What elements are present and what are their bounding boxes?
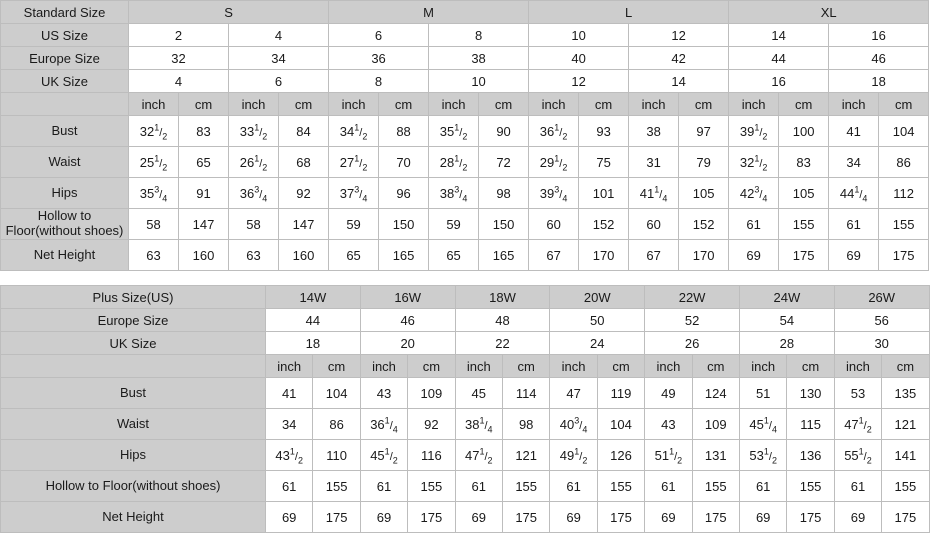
unit-cell: inch: [229, 93, 279, 116]
table-cell: 105: [779, 178, 829, 209]
row-label-waist: Waist: [1, 409, 266, 440]
standard-size-label: Standard Size: [1, 1, 129, 24]
table-cell: 43: [645, 409, 692, 440]
table-cell: 63: [229, 240, 279, 271]
table-cell: 49: [645, 378, 692, 409]
table-cell: $34^1/_2$: [329, 116, 379, 147]
unit-row: [1, 355, 930, 378]
table-cell: 101: [579, 178, 629, 209]
table-cell: 60: [529, 209, 579, 240]
table-cell: 69: [834, 502, 881, 533]
table-cell: 8: [329, 70, 429, 93]
table-cell: 160: [179, 240, 229, 271]
table-cell: 150: [379, 209, 429, 240]
table-cell: 115: [787, 409, 834, 440]
table-row: [1, 378, 930, 409]
table-row: [1, 440, 930, 471]
table-cell: 61: [829, 209, 879, 240]
table-cell: 24: [550, 332, 645, 355]
unit-cell: cm: [313, 355, 360, 378]
table-cell: 100: [779, 116, 829, 147]
unit-cell: cm: [692, 355, 739, 378]
row-label-uk-size: UK Size: [1, 332, 266, 355]
table-cell: 63: [129, 240, 179, 271]
table-cell: 41: [829, 116, 879, 147]
row-label-net-height: Net Height: [1, 240, 129, 271]
size-group-xl: XL: [729, 1, 929, 24]
table-cell: 31: [629, 147, 679, 178]
table-cell: 105: [679, 178, 729, 209]
table-cell: $33^1/_2$: [229, 116, 279, 147]
table-cell: 175: [313, 502, 360, 533]
table-row: [1, 70, 929, 93]
table-row: [1, 147, 929, 178]
table-cell: $45^1/_4$: [739, 409, 786, 440]
table-cell: 43: [360, 378, 407, 409]
table-row: [1, 240, 929, 271]
table-cell: $41^1/_4$: [629, 178, 679, 209]
unit-cell: inch: [739, 355, 786, 378]
table-cell: 98: [479, 178, 529, 209]
table-row: [1, 24, 929, 47]
table-cell: $32^1/_2$: [129, 116, 179, 147]
table-cell: 83: [779, 147, 829, 178]
table-cell: $36^1/_4$: [360, 409, 407, 440]
table-cell: $35^1/_2$: [429, 116, 479, 147]
table-cell: 34: [266, 409, 313, 440]
table-cell: $35^3/_4$: [129, 178, 179, 209]
table-cell: 155: [787, 471, 834, 502]
table-cell: 28: [739, 332, 834, 355]
table-cell: 42: [629, 47, 729, 70]
table-cell: 48: [455, 309, 550, 332]
table-cell: $45^1/_2$: [360, 440, 407, 471]
table-cell: 97: [679, 116, 729, 147]
table-cell: 26: [645, 332, 740, 355]
table-row: [1, 209, 929, 240]
table-cell: 147: [179, 209, 229, 240]
unit-cell: inch: [266, 355, 313, 378]
size-group-20w: 20W: [550, 286, 645, 309]
table-cell: 61: [360, 471, 407, 502]
unit-cell: inch: [629, 93, 679, 116]
table-cell: 165: [379, 240, 429, 271]
table-cell: 121: [882, 409, 929, 440]
table-cell: 38: [429, 47, 529, 70]
size-group-26w: 26W: [834, 286, 929, 309]
table-cell: 72: [479, 147, 529, 178]
table-cell: 116: [408, 440, 455, 471]
table-cell: 58: [129, 209, 179, 240]
table-cell: 112: [879, 178, 929, 209]
unit-cell: inch: [529, 93, 579, 116]
table-cell: 175: [408, 502, 455, 533]
table-cell: 34: [229, 47, 329, 70]
table-cell: $39^1/_2$: [729, 116, 779, 147]
table-cell: $40^3/_4$: [550, 409, 597, 440]
table-cell: 175: [779, 240, 829, 271]
unit-cell: inch: [834, 355, 881, 378]
table-cell: 92: [408, 409, 455, 440]
table-cell: 104: [879, 116, 929, 147]
table-cell: 6: [329, 24, 429, 47]
table-cell: 51: [739, 378, 786, 409]
table-cell: $49^1/_2$: [550, 440, 597, 471]
table-cell: 155: [879, 209, 929, 240]
table-cell: 69: [266, 502, 313, 533]
unit-cell: inch: [360, 355, 407, 378]
size-group-16w: 16W: [360, 286, 455, 309]
plus-size-table: [0, 285, 930, 533]
size-group-14w: 14W: [266, 286, 361, 309]
table-cell: 175: [882, 502, 929, 533]
table-cell: $36^1/_2$: [529, 116, 579, 147]
table-cell: 69: [739, 502, 786, 533]
standard-size-header-row: [1, 1, 929, 24]
table-row: [1, 332, 930, 355]
table-cell: $53^1/_2$: [739, 440, 786, 471]
table-cell: 121: [502, 440, 549, 471]
table-cell: 45: [455, 378, 502, 409]
table-cell: 69: [360, 502, 407, 533]
table-cell: 130: [787, 378, 834, 409]
table-cell: $47^1/_2$: [455, 440, 502, 471]
table-cell: 2: [129, 24, 229, 47]
table-cell: $28^1/_2$: [429, 147, 479, 178]
table-cell: 67: [529, 240, 579, 271]
table-cell: 114: [502, 378, 549, 409]
unit-cell: inch: [829, 93, 879, 116]
table-cell: 175: [597, 502, 644, 533]
table-cell: 170: [579, 240, 629, 271]
table-cell: 92: [279, 178, 329, 209]
table-cell: 14: [729, 24, 829, 47]
table-cell: 175: [787, 502, 834, 533]
table-cell: 155: [779, 209, 829, 240]
table-cell: $36^3/_4$: [229, 178, 279, 209]
table-cell: 86: [313, 409, 360, 440]
table-cell: 40: [529, 47, 629, 70]
table-cell: $32^1/_2$: [729, 147, 779, 178]
size-group-22w: 22W: [645, 286, 740, 309]
table-cell: 56: [834, 309, 929, 332]
table-cell: 30: [834, 332, 929, 355]
table-cell: $27^1/_2$: [329, 147, 379, 178]
table-cell: 109: [408, 378, 455, 409]
size-group-24w: 24W: [739, 286, 834, 309]
table-cell: 38: [629, 116, 679, 147]
unit-cell: inch: [429, 93, 479, 116]
table-cell: 136: [787, 440, 834, 471]
table-cell: 20: [360, 332, 455, 355]
table-cell: 68: [279, 147, 329, 178]
table-cell: 90: [479, 116, 529, 147]
table-cell: 8: [429, 24, 529, 47]
table-cell: 79: [679, 147, 729, 178]
table-row: [1, 471, 930, 502]
table-cell: 84: [279, 116, 329, 147]
table-cell: 54: [739, 309, 834, 332]
table-cell: 155: [597, 471, 644, 502]
table-cell: 14: [629, 70, 729, 93]
unit-cell: cm: [408, 355, 455, 378]
unit-cell: cm: [579, 93, 629, 116]
table-cell: 175: [502, 502, 549, 533]
table-cell: 36: [329, 47, 429, 70]
table-cell: 61: [550, 471, 597, 502]
table-cell: 155: [882, 471, 929, 502]
table-cell: 6: [229, 70, 329, 93]
table-cell: 75: [579, 147, 629, 178]
unit-cell: cm: [479, 93, 529, 116]
table-cell: 147: [279, 209, 329, 240]
table-cell: 91: [179, 178, 229, 209]
table-cell: 53: [834, 378, 881, 409]
table-cell: 155: [313, 471, 360, 502]
unit-cell: cm: [779, 93, 829, 116]
table-cell: 59: [429, 209, 479, 240]
unit-cell: cm: [502, 355, 549, 378]
table-cell: 34: [829, 147, 879, 178]
table-cell: 10: [429, 70, 529, 93]
table-cell: 65: [329, 240, 379, 271]
table-cell: $47^1/_2$: [834, 409, 881, 440]
size-group-m: M: [329, 1, 529, 24]
table-cell: 61: [729, 209, 779, 240]
table-cell: 69: [455, 502, 502, 533]
unit-cell: inch: [455, 355, 502, 378]
unit-cell: cm: [679, 93, 729, 116]
table-cell: 150: [479, 209, 529, 240]
row-label-europe-size: Europe Size: [1, 47, 129, 70]
table-cell: 152: [579, 209, 629, 240]
table-cell: 165: [479, 240, 529, 271]
table-cell: 12: [629, 24, 729, 47]
table-cell: $25^1/_2$: [129, 147, 179, 178]
table-cell: 61: [834, 471, 881, 502]
table-cell: 61: [645, 471, 692, 502]
table-cell: 175: [879, 240, 929, 271]
table-cell: 126: [597, 440, 644, 471]
table-cell: $43^1/_2$: [266, 440, 313, 471]
table-cell: 155: [692, 471, 739, 502]
table-cell: 93: [579, 116, 629, 147]
unit-cell: cm: [879, 93, 929, 116]
table-cell: 32: [129, 47, 229, 70]
row-label-net-height: Net Height: [1, 502, 266, 533]
table-cell: 12: [529, 70, 629, 93]
table-cell: $39^3/_4$: [529, 178, 579, 209]
table-cell: 44: [729, 47, 829, 70]
table-row: [1, 116, 929, 147]
table-cell: 141: [882, 440, 929, 471]
size-group-l: L: [529, 1, 729, 24]
row-label-bust: Bust: [1, 116, 129, 147]
unit-cell: cm: [787, 355, 834, 378]
unit-cell: inch: [729, 93, 779, 116]
table-cell: 58: [229, 209, 279, 240]
table-cell: 170: [679, 240, 729, 271]
row-label-hips: Hips: [1, 178, 129, 209]
unit-row-label: [1, 355, 266, 378]
table-cell: 104: [597, 409, 644, 440]
table-cell: 47: [550, 378, 597, 409]
table-cell: 69: [829, 240, 879, 271]
table-row: [1, 309, 930, 332]
table-cell: 59: [329, 209, 379, 240]
table-cell: $44^1/_4$: [829, 178, 879, 209]
row-label-hips: Hips: [1, 440, 266, 471]
unit-cell: inch: [329, 93, 379, 116]
table-cell: $42^3/_4$: [729, 178, 779, 209]
table-cell: 16: [729, 70, 829, 93]
table-cell: 4: [229, 24, 329, 47]
size-group-18w: 18W: [455, 286, 550, 309]
table-row: [1, 47, 929, 70]
table-cell: 96: [379, 178, 429, 209]
plus-size-header-row: [1, 286, 930, 309]
table-cell: 69: [729, 240, 779, 271]
table-cell: 65: [179, 147, 229, 178]
table-cell: 109: [692, 409, 739, 440]
table-cell: 61: [266, 471, 313, 502]
table-cell: $26^1/_2$: [229, 147, 279, 178]
table-row: [1, 502, 930, 533]
row-label-waist: Waist: [1, 147, 129, 178]
table-cell: $55^1/_2$: [834, 440, 881, 471]
table-cell: 83: [179, 116, 229, 147]
row-label-uk-size: UK Size: [1, 70, 129, 93]
unit-row-label: [1, 93, 129, 116]
unit-cell: inch: [550, 355, 597, 378]
table-cell: $37^3/_4$: [329, 178, 379, 209]
table-cell: 52: [645, 309, 740, 332]
table-cell: 88: [379, 116, 429, 147]
table-row: [1, 178, 929, 209]
table-cell: 104: [313, 378, 360, 409]
table-cell: $51^1/_2$: [645, 440, 692, 471]
table-cell: 175: [692, 502, 739, 533]
table-cell: 44: [266, 309, 361, 332]
table-cell: $38^1/_4$: [455, 409, 502, 440]
unit-cell: cm: [882, 355, 929, 378]
table-cell: 86: [879, 147, 929, 178]
row-label-hollow-to-floor-without-shoes: Hollow to Floor(without shoes): [1, 209, 129, 240]
table-cell: 22: [455, 332, 550, 355]
unit-cell: cm: [597, 355, 644, 378]
table-cell: 50: [550, 309, 645, 332]
row-label-us-size: US Size: [1, 24, 129, 47]
table-cell: $38^3/_4$: [429, 178, 479, 209]
table-cell: 98: [502, 409, 549, 440]
table-cell: 60: [629, 209, 679, 240]
table-cell: 16: [829, 24, 929, 47]
table-cell: 4: [129, 70, 229, 93]
table-cell: 61: [739, 471, 786, 502]
table-cell: 18: [829, 70, 929, 93]
table-cell: 160: [279, 240, 329, 271]
table-cell: 69: [645, 502, 692, 533]
table-cell: $29^1/_2$: [529, 147, 579, 178]
table-cell: 46: [360, 309, 455, 332]
table-cell: 155: [502, 471, 549, 502]
table-cell: 65: [429, 240, 479, 271]
size-group-s: S: [129, 1, 329, 24]
unit-row: [1, 93, 929, 116]
unit-cell: inch: [129, 93, 179, 116]
table-cell: 69: [550, 502, 597, 533]
table-cell: 67: [629, 240, 679, 271]
table-cell: 10: [529, 24, 629, 47]
table-cell: 70: [379, 147, 429, 178]
row-label-hollow-to-floor-without-shoes: Hollow to Floor(without shoes): [1, 471, 266, 502]
row-label-bust: Bust: [1, 378, 266, 409]
unit-cell: cm: [179, 93, 229, 116]
unit-cell: cm: [379, 93, 429, 116]
table-cell: 124: [692, 378, 739, 409]
row-label-europe-size: Europe Size: [1, 309, 266, 332]
table-cell: 61: [455, 471, 502, 502]
table-cell: 18: [266, 332, 361, 355]
table-cell: 119: [597, 378, 644, 409]
table-cell: 110: [313, 440, 360, 471]
unit-cell: cm: [279, 93, 329, 116]
table-cell: 152: [679, 209, 729, 240]
table-cell: 131: [692, 440, 739, 471]
plus-size-label: Plus Size(US): [1, 286, 266, 309]
table-cell: 46: [829, 47, 929, 70]
table-cell: 135: [882, 378, 929, 409]
table-cell: 41: [266, 378, 313, 409]
unit-cell: inch: [645, 355, 692, 378]
table-cell: 155: [408, 471, 455, 502]
table-row: [1, 409, 930, 440]
